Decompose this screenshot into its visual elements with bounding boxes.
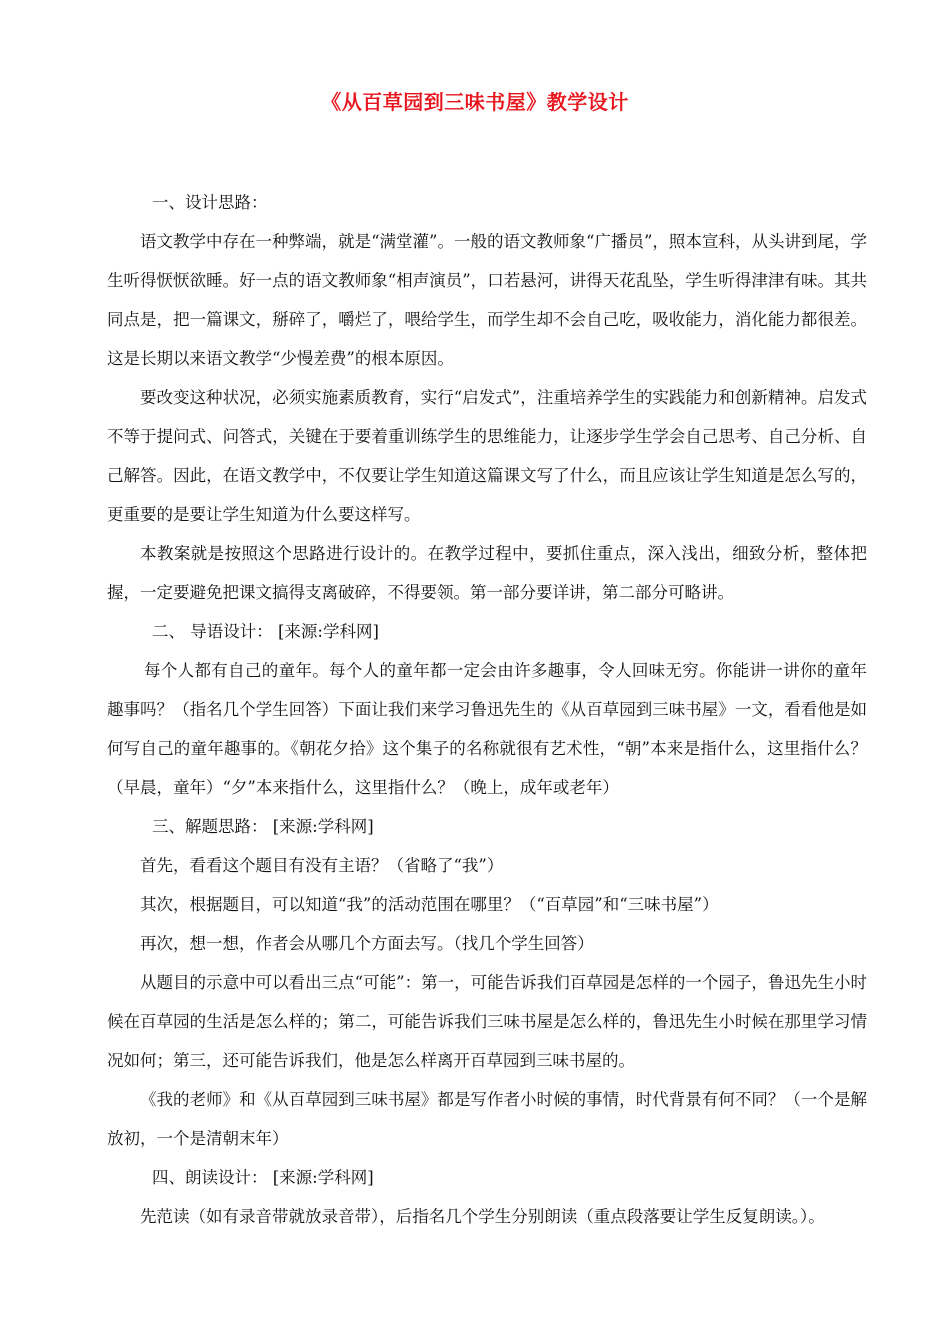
body-paragraph: 再次，想一想，作者会从哪几个方面去写。（找几个学生回答） <box>140 934 594 953</box>
body-paragraph: 从题目的示意中可以看出三点“可能”：第一，可能告诉我们百草园是怎样的一个园子，鲁迅先生小时候在百草园的生活是怎么样的；第二，可能告诉我们三味书屋是怎么样的，鲁迅先生小时候在那里学习情况如何；第三，还可能告诉我们，他是怎么样离开百草园到三味书屋的。 <box>107 973 867 1070</box>
section-heading-title-analysis: 三、解题思路： [来源:学科网] <box>152 817 374 836</box>
body-paragraph: 首先，看看这个题目有没有主语？（省略了“我”） <box>140 856 504 875</box>
section-heading-reading: 四、朗读设计： [来源:学科网] <box>152 1168 374 1187</box>
body-paragraph: 每个人都有自己的童年。每个人的童年都一定会由许多趣事，令人回味无穷。你能讲一讲你的童年趣事吗？（指名几个学生回答）下面让我们来学习鲁迅先生的《从百草园到三味书屋》一文，看看他是如何写自己的童年趣事的。《朝花夕拾》这个集子的名称就很有艺术性，“朝”本来是指什么，这里指什么？（早晨，童年）“夕”本来指什么，这里指什么？（晚上，成年或老年） <box>107 661 867 797</box>
section-heading-design-idea: 一、设计思路： <box>152 193 268 212</box>
body-paragraph: 《我的老师》和《从百草园到三味书屋》都是写作者小时候的事情，时代背景有何不同？（一个是解放初，一个是清朝末年） <box>107 1090 867 1148</box>
section-heading-intro: 二、 导语设计： [来源:学科网] <box>152 622 379 641</box>
body-paragraph: 先范读（如有录音带就放录音带），后指名几个学生分别朗读（重点段落要让学生反复朗读。）。 <box>140 1207 825 1226</box>
document-title: 《从百草园到三味书屋》教学设计 <box>321 90 629 114</box>
body-paragraph: 本教案就是按照这个思路进行设计的。在教学过程中，要抓住重点，深入浅出，细致分析，整体把握，一定要避免把课文搞得支离破碎，不得要领。第一部分要详讲，第二部分可略讲。 <box>107 544 867 602</box>
body-paragraph: 语文教学中存在一种弊端，就是“满堂灌”。一般的语文教师象“广播员”，照本宣科，从头讲到尾，学生听得恹恹欲睡。好一点的语文教师象“相声演员”，口若悬河，讲得天花乱坠，学生听得津津有味。其共同点是，把一篇课文，掰碎了，嚼烂了，喂给学生，而学生却不会自己吃，吸收能力，消化能力都很差。这是长期以来语文教学“少慢差费”的根本原因。 <box>107 232 867 368</box>
document-body <box>107 183 867 1236</box>
body-paragraph: 其次，根据题目，可以知道“我”的活动范围在哪里？（“百草园”和“三味书屋”） <box>140 895 719 914</box>
body-paragraph: 要改变这种状况，必须实施素质教育，实行“启发式”，注重培养学生的实践能力和创新精神。启发式不等于提问式、问答式，关键在于要着重训练学生的思维能力，让逐步学生学会自己思考、自己分析、自己解答。因此，在语文教学中，不仅要让学生知道这篇课文写了什么，而且应该让学生知道是怎么写的，更重要的是要让学生知道为什么要这样写。 <box>107 388 867 524</box>
